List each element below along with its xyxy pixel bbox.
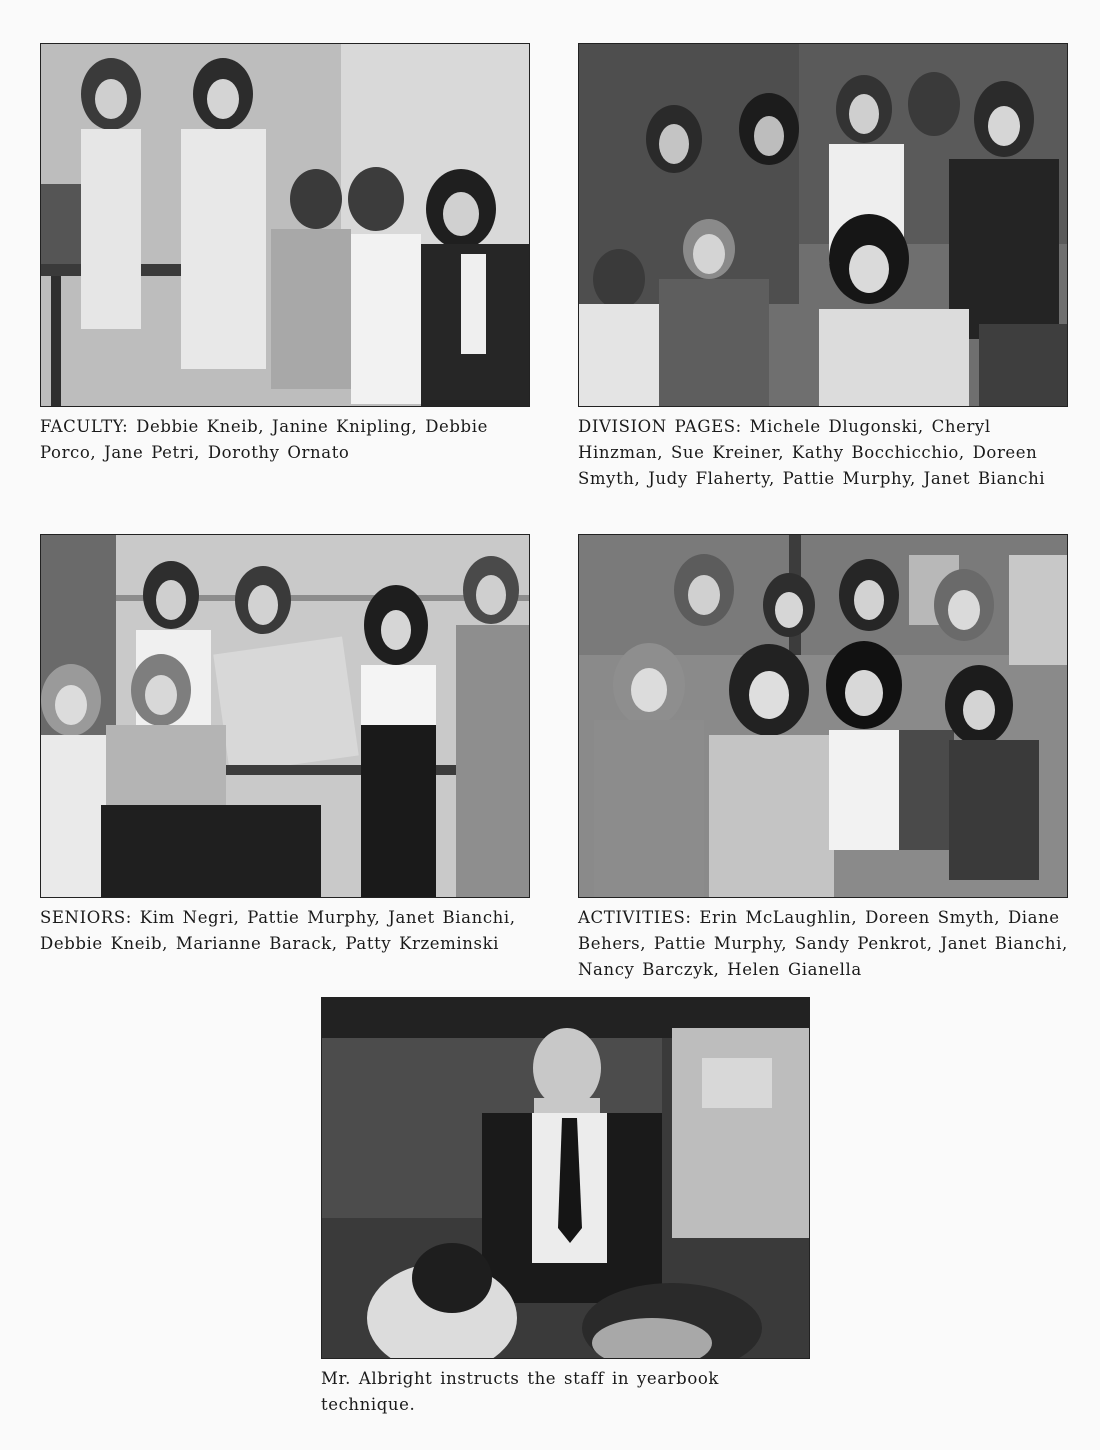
- faculty-photo: [40, 43, 530, 407]
- seniors-photo: [40, 534, 530, 898]
- albright-caption: Mr. Albright instructs the staff in yearbook technique.: [321, 1369, 719, 1414]
- albright-photo: [321, 997, 810, 1359]
- activities-caption: ACTIVITIES: Erin McLaughlin, Doreen Smyth, Diane Behers, Pattie Murphy, Sandy Penkrot, Janet Bianchi, Nancy Barczyk, Helen Gianella: [578, 908, 1068, 979]
- activities-photo: [578, 534, 1068, 898]
- division-pages-photo: [578, 43, 1068, 407]
- division-pages-caption: DIVISION PAGES: Michele Dlugonski, Cheryl Hinzman, Sue Kreiner, Kathy Bocchicchio, Doreen Smyth, Judy Flaherty, Pattie Murphy, Janet Bianchi: [578, 417, 1046, 488]
- faculty-caption: FACULTY: Debbie Kneib, Janine Knipling, Debbie Porco, Jane Petri, Dorothy Ornato: [40, 417, 488, 462]
- seniors-caption: SENIORS: Kim Negri, Pattie Murphy, Janet Bianchi, Debbie Kneib, Marianne Barack, Patty Krzeminski: [40, 908, 516, 953]
